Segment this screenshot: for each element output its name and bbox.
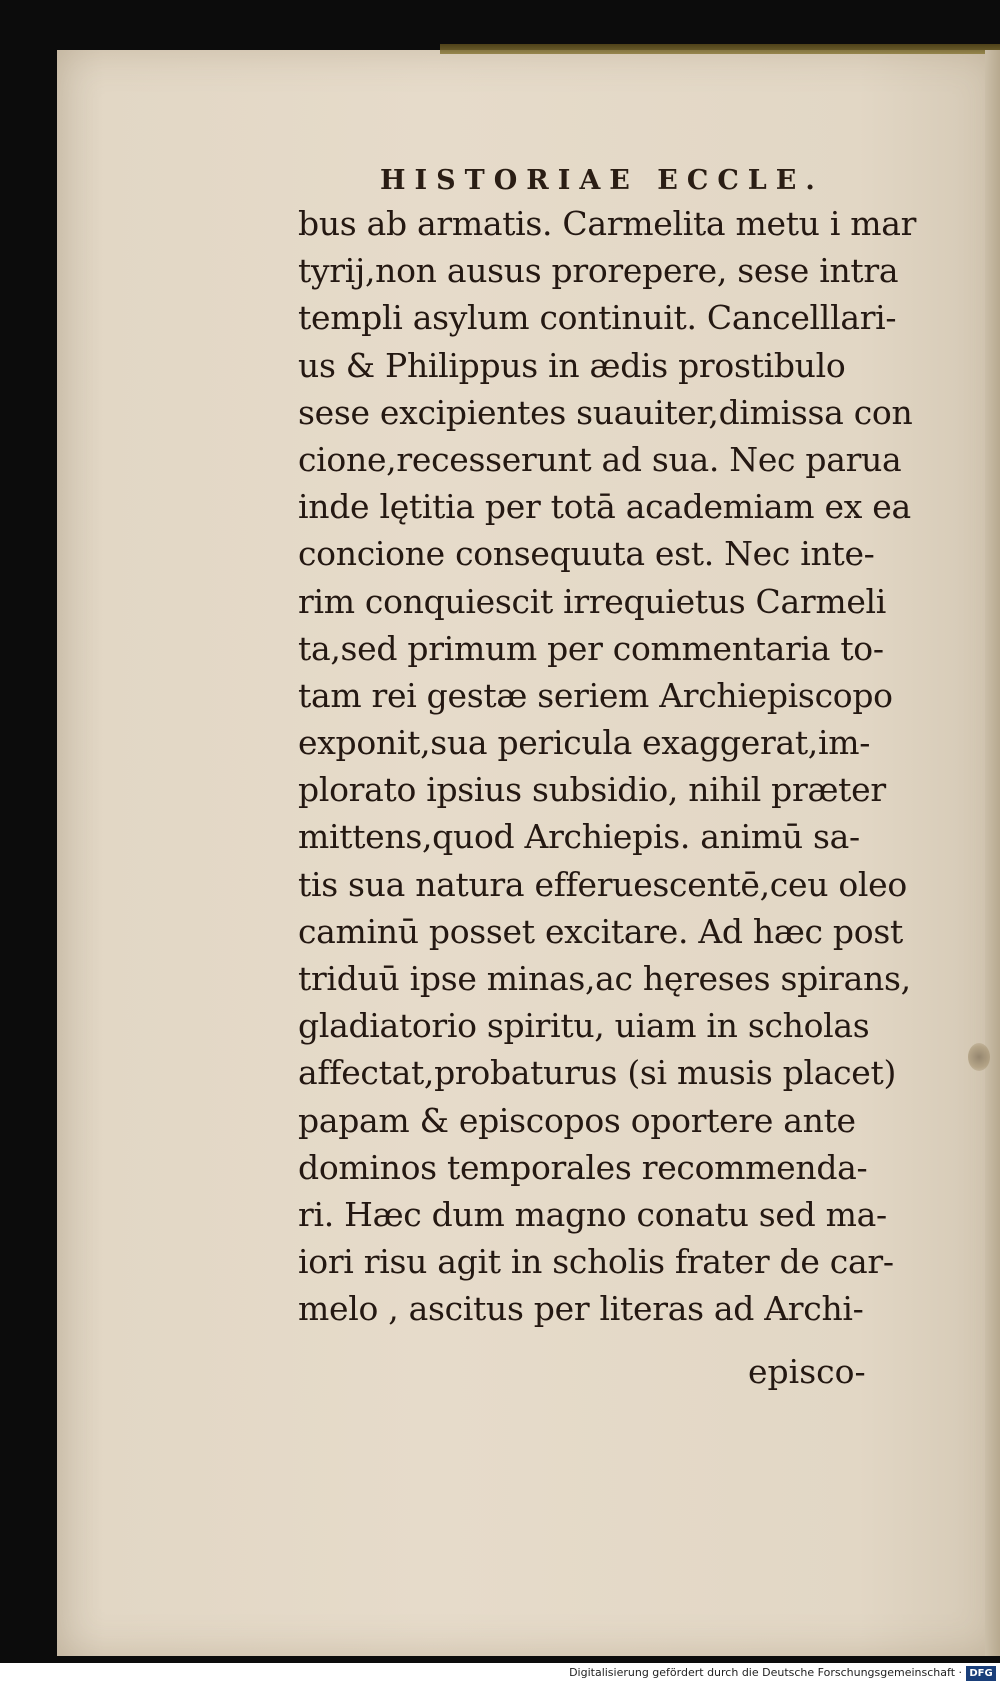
text-line: triduū ipse minas,ac hęreses spirans, — [298, 959, 911, 998]
text-line: iori risu agit in scholis frater de car- — [298, 1242, 894, 1282]
text-line: dominos temporales recommenda- — [298, 1147, 868, 1187]
paper-stain — [968, 1043, 990, 1071]
footer-credit: Digitalisierung gefördert durch die Deutsche Forschungsgemeinschaft · — [569, 1666, 962, 1679]
body-text — [298, 200, 970, 1333]
text-line: tis sua natura efferuescentē,ceu oleo — [298, 864, 907, 904]
text-line: plorato ipsius subsidio, nihil præter — [298, 770, 886, 810]
text-line: us & Philippus in ædis prostibulo — [298, 345, 846, 385]
text-line: exponit,sua pericula exaggerat,im- — [298, 723, 871, 763]
running-head: HISTORIAE ECCLE. — [380, 165, 824, 196]
text-line: bus ab armatis. Carmelita metu i mar — [298, 204, 917, 243]
text-line: templi asylum continuit. Cancelllari- — [298, 298, 897, 338]
text-line: rim conquiescit irrequietus Carmeli — [298, 581, 887, 621]
text-line: sese excipientes suauiter,dimissa con — [298, 392, 913, 432]
catchword: episco- — [748, 1352, 866, 1391]
text-line: cione,recesserunt ad sua. Nec parua — [298, 439, 902, 479]
text-line: tam rei gestæ seriem Archiepiscopo — [298, 675, 893, 715]
text-line: concione consequuta est. Nec inte- — [298, 534, 875, 574]
text-line: ta,sed primum per commentaria to- — [298, 628, 884, 668]
text-line: affectat,probaturus (si musis placet) — [298, 1053, 897, 1093]
dfg-logo-icon: DFG — [966, 1666, 996, 1681]
text-line: caminū posset excitare. Ad hæc post — [298, 911, 903, 951]
page-fore-edge — [985, 50, 1000, 1656]
text-line: papam & episcopos oportere ante — [298, 1100, 856, 1140]
text-line: ri. Hæc dum magno conatu sed ma- — [298, 1194, 887, 1234]
text-line: mittens,quod Archiepis. animū sa- — [298, 817, 860, 857]
text-line: inde lętitia per totā academiam ex ea — [298, 487, 911, 527]
page-top-edge — [440, 44, 1000, 54]
text-line: melo , ascitus per literas ad Archi- — [298, 1289, 864, 1329]
footer-bar — [0, 1663, 1000, 1685]
text-line: tyrij,non ausus prorepere, sese intra — [298, 251, 899, 291]
text-line: gladiatorio spiritu, uiam in scholas — [298, 1006, 870, 1046]
